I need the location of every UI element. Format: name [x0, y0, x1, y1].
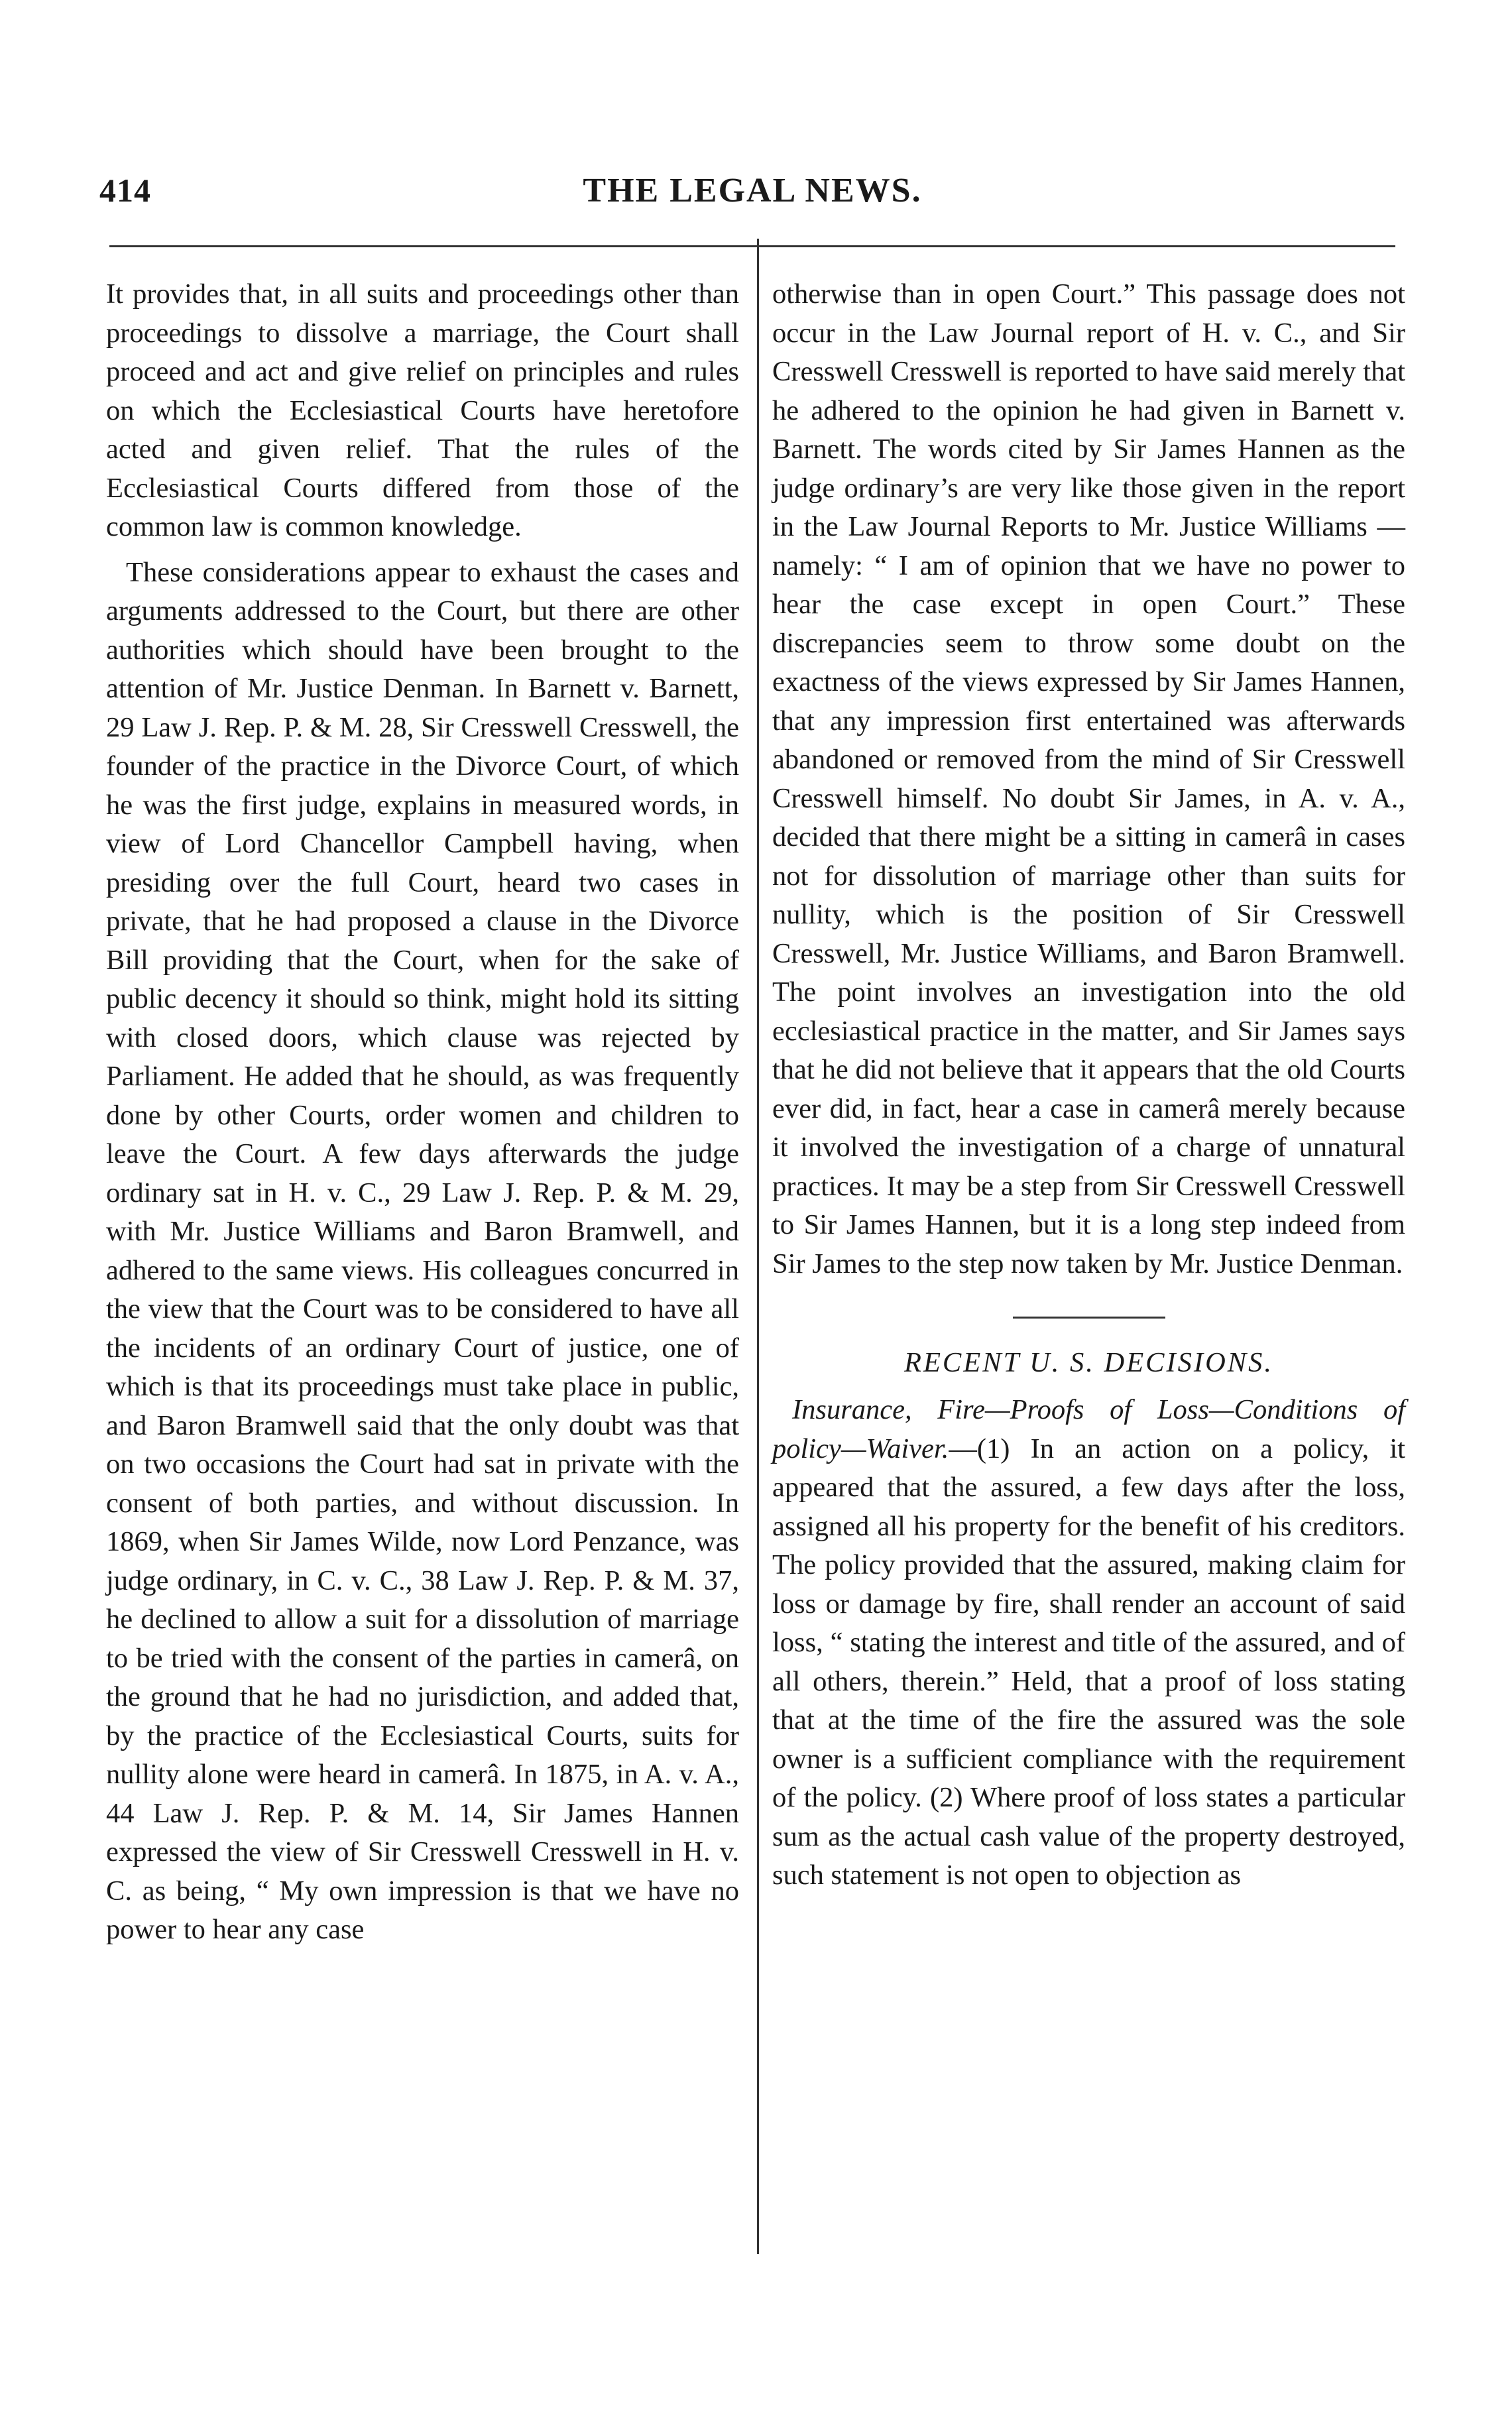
header-rule	[109, 245, 1395, 247]
right-column	[772, 275, 1405, 1902]
page-number: 414	[99, 172, 151, 209]
left-column	[106, 275, 739, 1956]
case-text: —(1) In an action on a policy, it appeared that the assured, a few days after the loss, assigned all his property for the benefit of his creditors. The policy provided that the assured, making claim for loss or damage by fire, shall render an account of said loss, “ stating the interest and title of the assured, and of all others, therein.” Held, that a proof of loss stating that at the time of the fire the assured was the sole owner is a sufficient compliance with the requirement of the policy. (2) Where proof of loss states a particular sum as the actual cash value of the property destroyed, such statement is not open to objection as	[772, 1433, 1405, 1891]
paragraph: It provides that, in all suits and proceedings other than proceedings to dissolve a marriage, the Court shall proceed and act and give relief on principles and rules on which the Ecclesiastical Courts have heretofore acted and given relief. That the rules of the Ecclesiastical Courts differed from those of the common law is common knowledge.	[106, 278, 739, 542]
paragraph: These considerations appear to exhaust the cases and arguments addressed to the Court, but there are other authorities which should have been brought to the attention of Mr. Justice Denman. In Barnett v. Barnett, 29 Law J. Rep. P. & M. 28, Sir Cresswell Cresswell, the founder of the practice in the Divorce Court, of which he was the first judge, explains in measured words, in view of Lord Chancellor Campbell having, when presiding over the full Court, heard two cases in private, that he had proposed a clause in the Divorce Bill providing that the Court, when for the sake of public decency it should so think, might hold its sitting with closed doors, which clause was rejected by Parliament. He added that he should, as was frequently done by other Courts, order women and children to leave the Court. A few days afterwards the judge ordinary sat in H. v. C., 29 Law J. Rep. P. & M. 29, with Mr. Justice Williams and Baron Bramwell, and adhered to the same views. His colleagues concurred in the view that the Court was to be considered to have all the incidents of an ordinary Court of justice, one of which is that its proceedings must take place in public, and Baron Bramwell said that the only doubt was that on two occasions the Court had sat in private with the consent of both parties, and without discussion. In 1869, when Sir James Wilde, now Lord Penzance, was judge ordinary, in C. v. C., 38 Law J. Rep. P. & M. 37, he declined to allow a suit for a dissolution of marriage to be tried with the consent of the parties in camerâ, on the ground that he had no jurisdiction, and added that, by the practice of the Ecclesiastical Courts, suits for nullity alone were heard in camerâ. In 1875, in A. v. A., 44 Law J. Rep. P. & M. 14, Sir James Hannen expressed the view of Sir Cresswell Cresswell in H. v. C. as being, “ My own impression is that we have no power to hear any case	[106, 556, 739, 1945]
section-heading: RECENT U. S. DECISIONS.	[904, 1347, 1273, 1378]
case-paragraph	[772, 1391, 1405, 1895]
column-divider	[757, 239, 759, 2254]
running-title: THE LEGAL NEWS.	[583, 172, 922, 209]
page-header	[99, 171, 1405, 224]
case-heading: Insurance, Fire—Proofs of Loss—Conditions of policy—Waiver.	[772, 1394, 1405, 1464]
continued-paragraph: otherwise than in open Court.” This passage does not occur in the Law Journal report of H. v. C., and Sir Cresswell Cresswell is reported to have said merely that he adhered to the opinion he had given in Barnett v. Barnett. The words cited by Sir James Hannen as the judge ordinary’s are very like those given in the report in the Law Journal Reports to Mr. Justice Williams —namely: “ I am of opinion that we have no power to hear the case except in open Court.” These discrepancies seem to throw some doubt on the exactness of the views expressed by Sir James Hannen, that any impression first entertained was afterwards abandoned or removed from the mind of Sir Cresswell Cresswell himself. No doubt Sir James, in A. v. A., decided that there might be a sitting in camerâ in cases not for dissolution of marriage other than suits for nullity, which is the position of Sir Cresswell Cresswell, Mr. Justice Williams, and Baron Bramwell. The point involves an investigation into the old ecclesiastical practice in the matter, and Sir James says that he did not believe that it appears that the old Courts ever did, in fact, hear a case in camerâ merely because it involved the investigation of a charge of unnatural practices. It may be a step from Sir Cresswell Cresswell to Sir James Hannen, but it is a long step indeed from Sir James to the step now taken by Mr. Justice Denman.	[772, 278, 1405, 1279]
section-rule	[1013, 1317, 1165, 1319]
